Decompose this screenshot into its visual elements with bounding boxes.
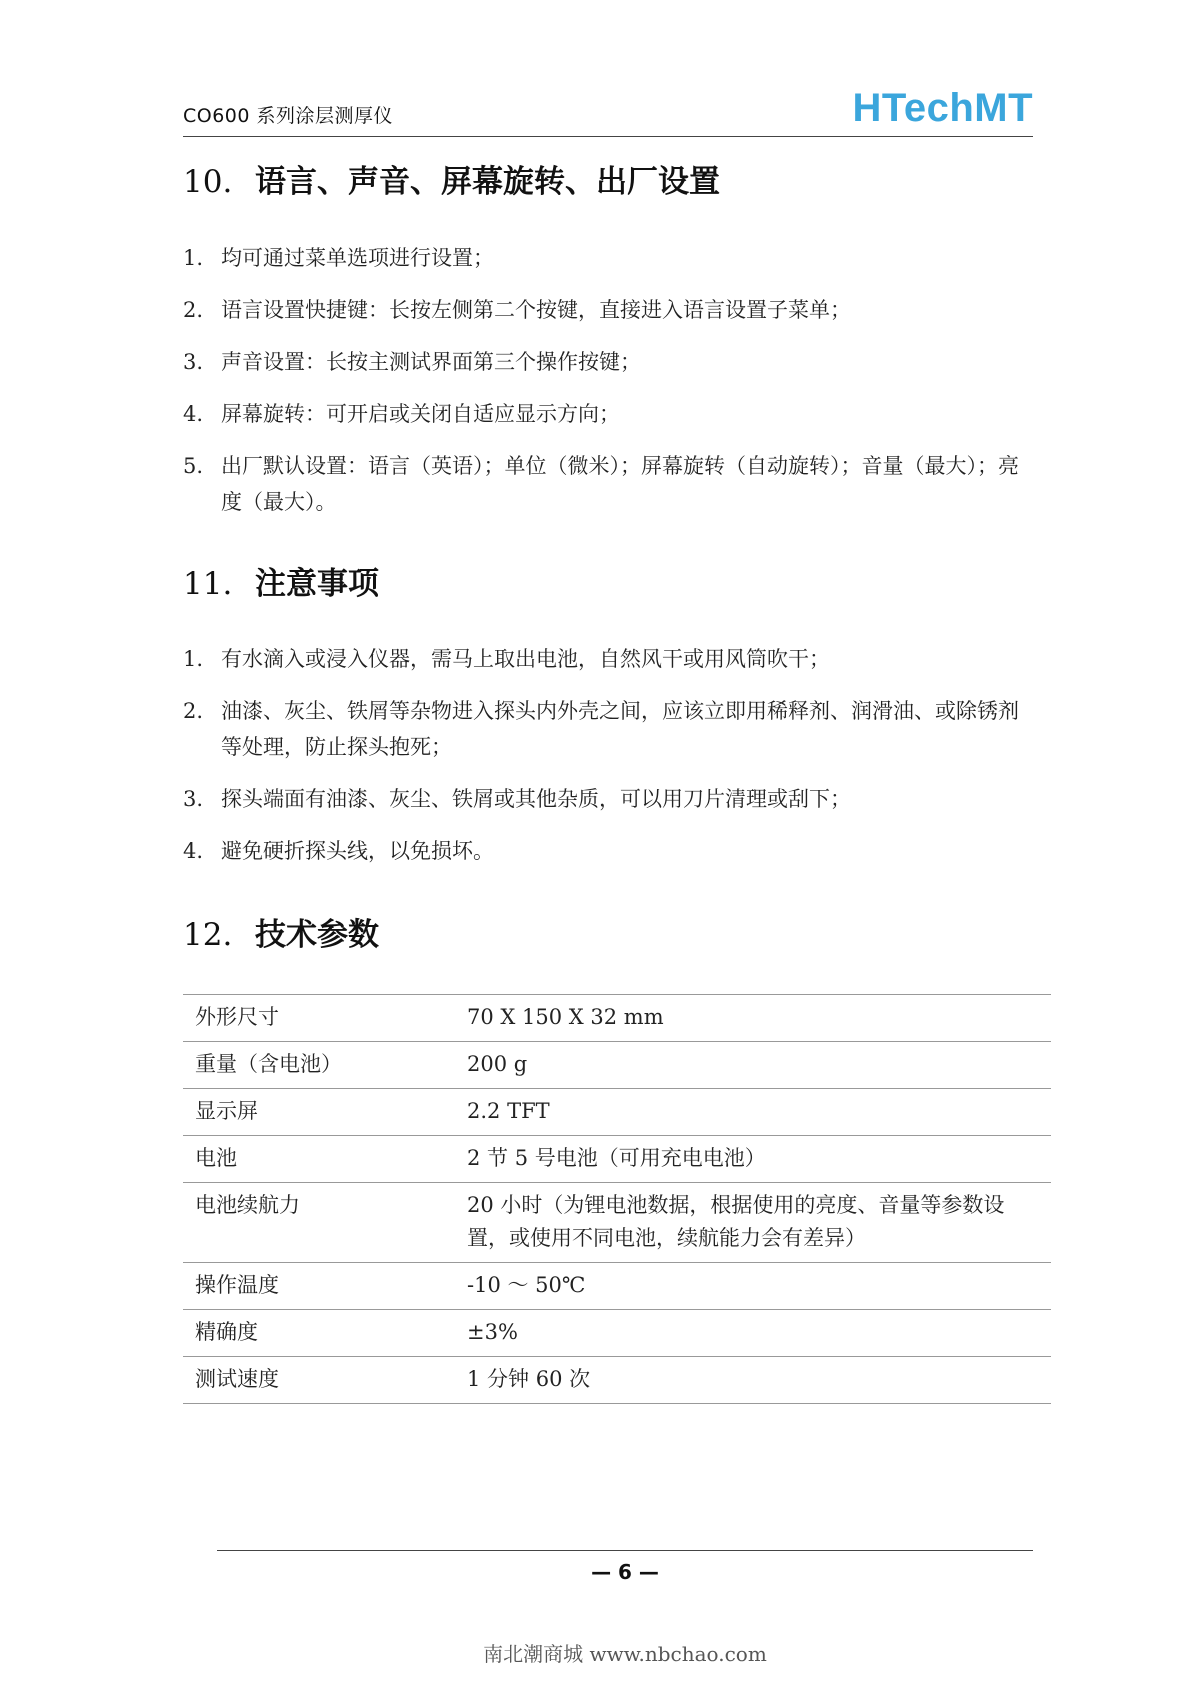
- spec-label: 外形尺寸: [183, 995, 455, 1042]
- section-number: 11.: [183, 566, 233, 602]
- precautions-list: [183, 641, 1033, 869]
- page-header: [183, 80, 1033, 137]
- spec-label: 电池续航力: [183, 1183, 455, 1263]
- spec-value: -10 ～ 50℃: [455, 1263, 1051, 1310]
- spec-label: 重量（含电池）: [183, 1042, 455, 1089]
- table-row: [183, 1042, 1051, 1089]
- spec-label: 电池: [183, 1136, 455, 1183]
- section-number: 10.: [183, 164, 233, 200]
- section-heading: 注意事项: [255, 566, 379, 602]
- spec-table: [183, 994, 1051, 1404]
- table-row: [183, 1310, 1051, 1357]
- spec-value: 2 节 5 号电池（可用充电电池）: [455, 1136, 1051, 1183]
- spec-label: 操作温度: [183, 1263, 455, 1310]
- table-row: [183, 1136, 1051, 1183]
- section-number: 12.: [183, 917, 233, 953]
- list-item: 5. 出厂默认设置：语言（英语）；单位（微米）；屏幕旋转（自动旋转）；音量（最大）；亮度（最大）。: [183, 454, 1019, 514]
- list-item: 2. 语言设置快捷键：长按左侧第二个按键，直接进入语言设置子菜单；: [183, 298, 851, 322]
- table-row: [183, 1089, 1051, 1136]
- table-row: [183, 1263, 1051, 1310]
- spec-value: 2.2 TFT: [455, 1089, 1051, 1136]
- spec-label: 测试速度: [183, 1357, 455, 1404]
- list-item: 1. 有水滴入或浸入仪器，需马上取出电池，自然风干或用风筒吹干；: [183, 647, 830, 671]
- list-item: 4. 屏幕旋转：可开启或关闭自适应显示方向；: [183, 402, 620, 426]
- page-number: — 6 —: [591, 1560, 659, 1584]
- brand-logo: HTechMT: [852, 86, 1033, 130]
- spec-value: 1 分钟 60 次: [455, 1357, 1051, 1404]
- spec-value: 70 X 150 X 32 mm: [455, 995, 1051, 1042]
- spec-value: 20 小时（为锂电池数据，根据使用的亮度、音量等参数设置，或使用不同电池，续航能力会有差异）: [455, 1183, 1051, 1263]
- table-row: [183, 1183, 1051, 1263]
- spec-label: 显示屏: [183, 1089, 455, 1136]
- settings-list: [183, 240, 1033, 520]
- section-heading: 技术参数: [255, 917, 379, 953]
- list-item: 4. 避免硬折探头线，以免损坏。: [183, 839, 494, 863]
- footer-divider: [217, 1550, 1033, 1551]
- document-title: CO600 系列涂层测厚仪: [183, 105, 394, 127]
- spec-value: ±3%: [455, 1310, 1051, 1357]
- section-title-12: [183, 917, 379, 954]
- list-item: 1. 均可通过菜单选项进行设置；: [183, 246, 494, 270]
- list-item: 3. 声音设置：长按主测试界面第三个操作按键；: [183, 350, 641, 374]
- spec-value: 200 g: [455, 1042, 1051, 1089]
- table-row: [183, 995, 1051, 1042]
- section-heading: 语言、声音、屏幕旋转、出厂设置: [255, 164, 720, 200]
- spec-label: 精确度: [183, 1310, 455, 1357]
- section-title-10: [183, 164, 720, 201]
- table-row: [183, 1357, 1051, 1404]
- list-item: 3. 探头端面有油漆、灰尘、铁屑或其他杂质，可以用刀片清理或刮下；: [183, 787, 851, 811]
- list-item: 2. 油漆、灰尘、铁屑等杂物进入探头内外壳之间，应该立即用稀释剂、润滑油、或除锈剂等处理，防止探头抱死；: [183, 699, 1019, 759]
- site-watermark: 南北潮商城 www.nbchao.com: [483, 1642, 767, 1666]
- section-title-11: [183, 566, 379, 603]
